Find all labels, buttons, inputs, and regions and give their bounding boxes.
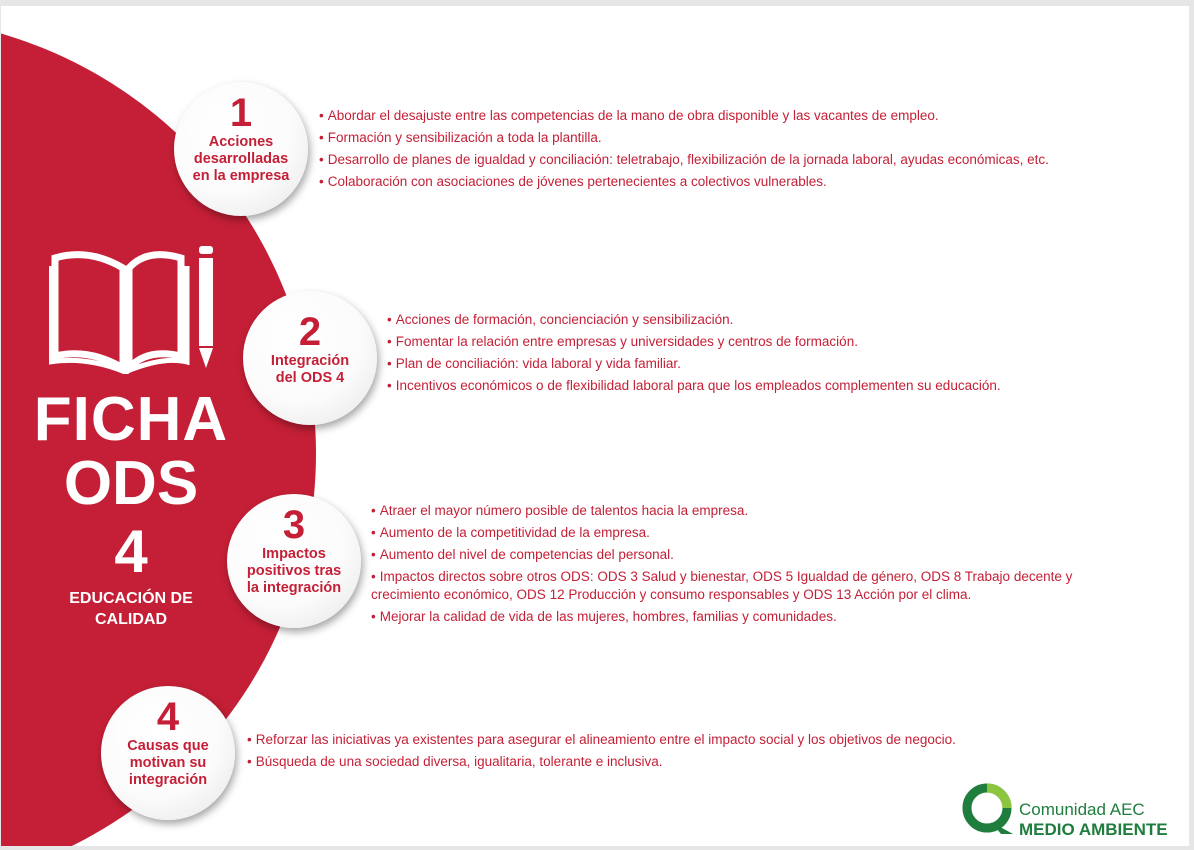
ficha-page bbox=[1, 6, 1189, 846]
list-item: • Acciones de formación, concienciación y sensibilización. bbox=[387, 312, 734, 327]
list-item: • Desarrollo de planes de igualdad y conciliación: teletrabajo, flexibilización de la jornada laboral, ayudas económicas, etc. bbox=[319, 152, 1049, 167]
list-item: • Plan de conciliación: vida laboral y vida familiar. bbox=[387, 356, 681, 371]
subtitle-line-1: EDUCACIÓN DE bbox=[69, 590, 193, 607]
list-item: • Mejorar la calidad de vida de las mujeres, hombres, familias y comunidades. bbox=[371, 609, 837, 624]
section-1-circle bbox=[174, 82, 308, 216]
subtitle-line-2: CALIDAD bbox=[95, 611, 167, 628]
list-item: • Formación y sensibilización a toda la plantilla. bbox=[319, 130, 602, 145]
list-item: • Impactos directos sobre otros ODS: ODS 3 Salud y bienestar, ODS 5 Igualdad de género, ODS 8 Trabajo decente y crecimiento económico, ODS 12 Producción y consumo responsables y ODS 13 Acción por el clima. bbox=[371, 569, 1073, 602]
section-2-label-2: del ODS 4 bbox=[275, 370, 345, 386]
list-item: • Fomentar la relación entre empresas y universidades y centros de formación. bbox=[387, 334, 858, 349]
logo-text-line-2: MEDIO AMBIENTE bbox=[1019, 820, 1168, 839]
title-ficha: FICHA bbox=[33, 385, 229, 454]
list-item: • Abordar el desajuste entre las competencias de la mano de obra disponible y las vacantes de empleo. bbox=[319, 108, 939, 123]
logo-text-line-1: Comunidad AEC bbox=[1019, 800, 1145, 819]
title-ods: ODS bbox=[63, 449, 199, 518]
list-item: • Aumento del nivel de competencias del personal. bbox=[371, 547, 674, 562]
section-2-label-1: Integración bbox=[270, 353, 350, 369]
list-item: • Búsqueda de una sociedad diversa, igualitaria, tolerante e inclusiva. bbox=[247, 754, 663, 769]
list-item: • Reforzar las iniciativas ya existentes para asegurar el alineamiento entre el impacto social y los objetivos de negocio. bbox=[247, 732, 956, 747]
section-1-label-3: en la empresa bbox=[192, 168, 290, 184]
section-3-bullets bbox=[371, 500, 1141, 628]
section-4-label-1: Causas que bbox=[127, 738, 209, 754]
list-item: • Colaboración con asociaciones de jóvenes pertenecientes a colectivos vulnerables. bbox=[319, 174, 827, 189]
section-2-circle bbox=[243, 291, 377, 425]
section-1-label-2: desarrolladas bbox=[193, 151, 289, 167]
list-item: • Atraer el mayor número posible de talentos hacia la empresa. bbox=[371, 503, 749, 518]
book-pencil-icon bbox=[49, 244, 219, 374]
section-4-number: 4 bbox=[156, 695, 180, 739]
list-item: • Aumento de la competitividad de la empresa. bbox=[371, 525, 650, 540]
section-3-circle bbox=[227, 494, 361, 628]
section-3-label-2: positivos tras bbox=[246, 563, 342, 579]
section-1-number: 1 bbox=[229, 91, 253, 135]
q-logo-icon bbox=[961, 782, 1017, 838]
section-3-number: 3 bbox=[282, 503, 306, 547]
section-4-bullets bbox=[247, 729, 1147, 773]
section-1-bullets bbox=[319, 105, 1159, 193]
section-2-bullets bbox=[387, 309, 1167, 397]
section-3-label-1: Impactos bbox=[262, 546, 326, 562]
section-4-label-2: motivan su bbox=[129, 755, 207, 771]
section-2-number: 2 bbox=[298, 310, 322, 354]
section-1-label-1: Acciones bbox=[208, 134, 274, 150]
section-4-circle bbox=[101, 686, 235, 820]
section-4-label-3: integración bbox=[128, 772, 208, 788]
section-3-label-3: la integración bbox=[246, 580, 342, 596]
title-number: 4 bbox=[114, 518, 148, 585]
subtitle bbox=[41, 588, 221, 630]
list-item: • Incentivos económicos o de flexibilidad laboral para que los empleados complementen su educación. bbox=[387, 378, 1001, 393]
